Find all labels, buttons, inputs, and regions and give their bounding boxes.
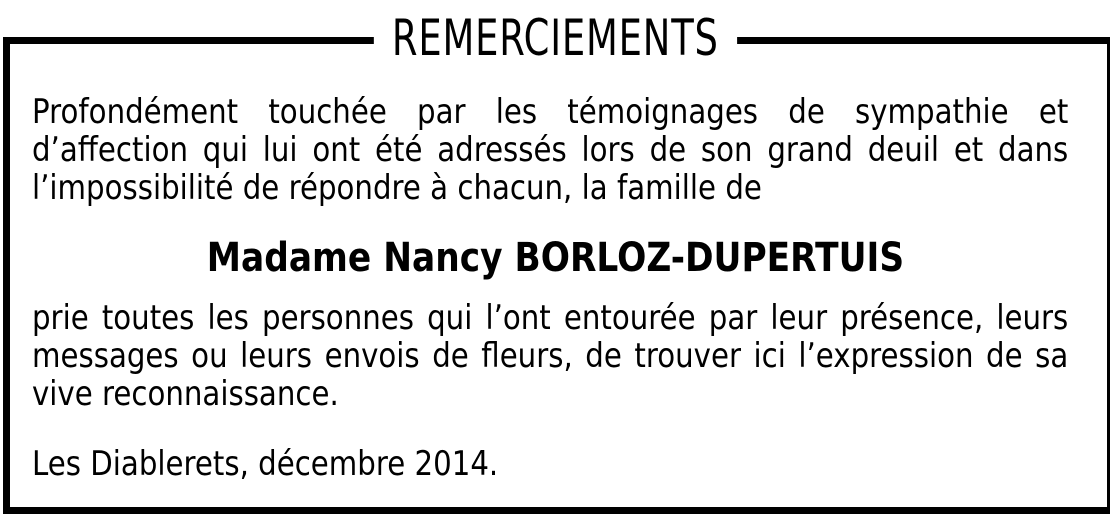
intro-text: Profondément touchée par les témoignages de sympathie et d’affection qui lui ont été adressés lors de son grand deuil et dans l’impossibilité de répondre à chacun, la famille de bbox=[32, 92, 1069, 208]
message-paragraph bbox=[32, 299, 1068, 413]
message-text: prie toutes les personnes qui l’ont entourée par leur présence, leurs messages ou leurs envois de fleurs, de trouver ici l’expression de sa vive reconnaissance. bbox=[32, 298, 1069, 414]
intro-paragraph bbox=[32, 93, 1068, 207]
notice-heading: REMERCIEMENTS bbox=[373, 8, 736, 68]
deceased-name: Madame Nancy BORLOZ-DUPERTUIS bbox=[206, 235, 904, 281]
place-date: Les Diablerets, décembre 2014. bbox=[32, 444, 499, 484]
deceased-name-wrap bbox=[0, 233, 1110, 283]
